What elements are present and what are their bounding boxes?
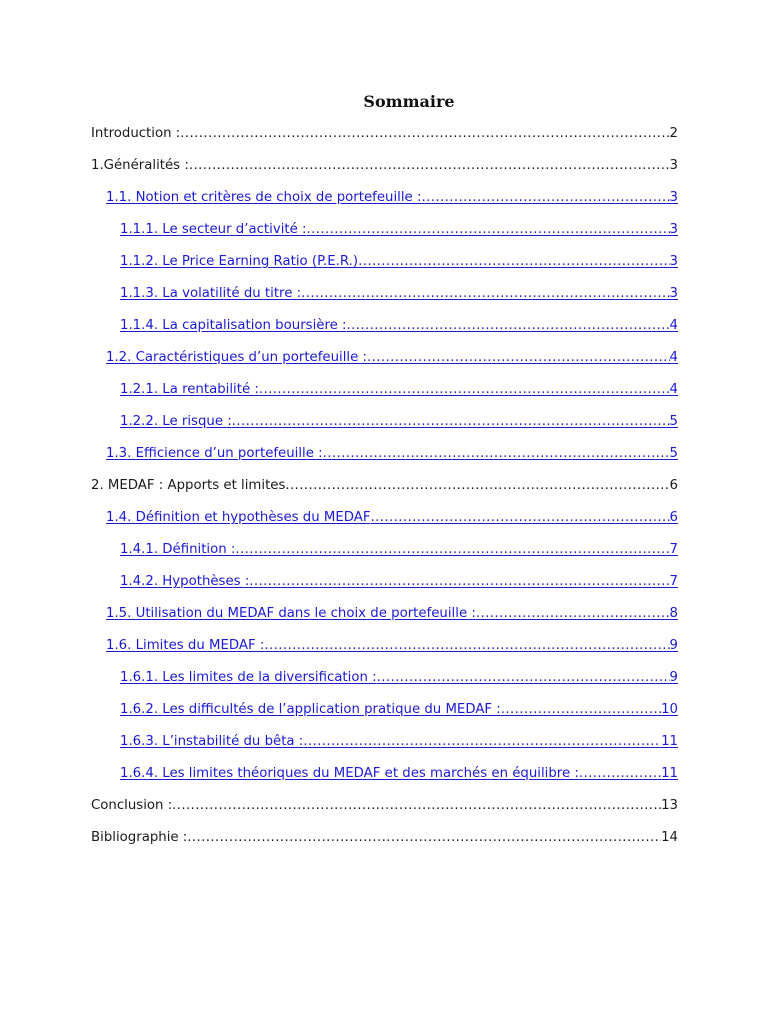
- toc-entry: [91, 124, 678, 144]
- toc-dot-leader: [501, 700, 661, 720]
- toc-dot-leader: [232, 412, 670, 432]
- toc-dot-leader: [347, 316, 670, 336]
- toc-entry[interactable]: [120, 380, 678, 400]
- toc-entry[interactable]: [106, 188, 678, 208]
- toc-page-number: 5: [669, 414, 678, 429]
- toc-entry-label: Introduction :: [91, 126, 181, 141]
- toc-entry-label: 1.6.4. Les limites théoriques du MEDAF et des marchés en équilibre :: [120, 766, 579, 781]
- toc-dot-leader: [307, 220, 670, 240]
- toc-entry-label: 1.4. Définition et hypothèses du MEDAF: [106, 510, 371, 525]
- toc-entry[interactable]: [106, 508, 678, 528]
- toc-entry[interactable]: [120, 540, 678, 560]
- toc-entry: [91, 828, 678, 848]
- toc-entry-label: Conclusion :: [91, 798, 173, 813]
- toc-dot-leader: [323, 444, 670, 464]
- toc-entry[interactable]: [120, 764, 678, 784]
- toc-entry-label: 1.1. Notion et critères de choix de portefeuille :: [106, 190, 422, 205]
- toc-page-number: 3: [669, 222, 678, 237]
- toc-dot-leader: [301, 284, 669, 304]
- toc-entry[interactable]: [120, 284, 678, 304]
- toc-entry-label: 1.1.1. Le secteur d’activité :: [120, 222, 307, 237]
- toc-entry[interactable]: [120, 668, 678, 688]
- toc-entry: [91, 796, 678, 816]
- toc-page-number: 2: [669, 126, 678, 141]
- toc-entry[interactable]: [120, 732, 678, 752]
- toc-page-number: 13: [661, 798, 678, 813]
- toc-page-number: 9: [669, 670, 678, 685]
- toc-entry-label: 1.6.3. L’instabilité du bêta :: [120, 734, 304, 749]
- toc-entry-label: 1.5. Utilisation du MEDAF dans le choix de portefeuille :: [106, 606, 476, 621]
- toc-dot-leader: [358, 252, 669, 272]
- toc-entry-label: 1.3. Efficience d’un portefeuille :: [106, 446, 323, 461]
- toc-dot-leader: [371, 508, 670, 528]
- toc-dot-leader: [264, 636, 669, 656]
- toc-entry[interactable]: [120, 220, 678, 240]
- toc-dot-leader: [377, 668, 670, 688]
- toc-dot-leader: [235, 540, 669, 560]
- toc-entry[interactable]: [120, 316, 678, 336]
- toc-entry[interactable]: [106, 636, 678, 656]
- page-title: Sommaire: [363, 92, 455, 111]
- toc-page-number: 9: [669, 638, 678, 653]
- toc-entry-label: 1.1.3. La volatilité du titre :: [120, 286, 302, 301]
- toc-entry[interactable]: [120, 252, 678, 272]
- toc-dot-leader: [172, 796, 661, 816]
- toc-entry[interactable]: [120, 572, 678, 592]
- toc-page-number: 7: [669, 542, 678, 557]
- toc-page-number: 3: [669, 190, 678, 205]
- toc-entry-label: 1.1.2. Le Price Earning Ratio (P.E.R.): [120, 254, 359, 269]
- toc-page-number: 5: [669, 446, 678, 461]
- toc-dot-leader: [421, 188, 669, 208]
- toc-page-number: 14: [661, 830, 678, 845]
- toc-page-number: 7: [669, 574, 678, 589]
- toc-dot-leader: [189, 156, 670, 176]
- toc-entry[interactable]: [106, 444, 678, 464]
- toc-entry[interactable]: [120, 412, 678, 432]
- toc-entry-label: 1.6. Limites du MEDAF :: [106, 638, 265, 653]
- toc-entry[interactable]: [106, 348, 678, 368]
- toc-dot-leader: [285, 476, 669, 496]
- toc-entry-label: 1.4.2. Hypothèses :: [120, 574, 250, 589]
- toc-entry-label: 1.6.1. Les limites de la diversification :: [120, 670, 377, 685]
- toc-page-number: 3: [669, 254, 678, 269]
- toc-entry[interactable]: [106, 604, 678, 624]
- toc-entry: [91, 476, 678, 496]
- toc-page-number: 3: [669, 286, 678, 301]
- toc-dot-leader: [476, 604, 670, 624]
- toc-entry[interactable]: [120, 700, 678, 720]
- toc-page-number: 4: [669, 318, 678, 333]
- toc-page-number: 3: [669, 158, 678, 173]
- toc-entry-label: 1.2.1. La rentabilité :: [120, 382, 259, 397]
- toc-dot-leader: [579, 764, 661, 784]
- toc-entry-label: 1.1.4. La capitalisation boursière :: [120, 318, 347, 333]
- toc-dot-leader: [187, 828, 661, 848]
- toc-page-number: 10: [661, 702, 678, 717]
- toc-entry-label: 1.4.1. Définition :: [120, 542, 236, 557]
- toc-page-number: 8: [669, 606, 678, 621]
- toc-entry: [91, 156, 678, 176]
- toc-entry-label: 1.6.2. Les difficultés de l’application pratique du MEDAF :: [120, 702, 501, 717]
- toc-entry-label: 2. MEDAF : Apports et limites: [91, 478, 286, 493]
- toc-dot-leader: [367, 348, 670, 368]
- toc-entry-label: Bibliographie :: [91, 830, 188, 845]
- toc-entry-label: 1.2.2. Le risque :: [120, 414, 232, 429]
- toc-entry-label: 1.2. Caractéristiques d’un portefeuille :: [106, 350, 367, 365]
- toc-page-number: 4: [669, 382, 678, 397]
- toc-page-number: 4: [669, 350, 678, 365]
- toc-entry-label: 1.Généralités :: [91, 158, 189, 173]
- toc-dot-leader: [249, 572, 669, 592]
- toc-dot-leader: [180, 124, 669, 144]
- toc-page-number: 6: [669, 510, 678, 525]
- toc-dot-leader: [303, 732, 661, 752]
- toc-page-number: 11: [661, 734, 678, 749]
- toc-dot-leader: [259, 380, 670, 400]
- toc-page-number: 11: [661, 766, 678, 781]
- toc-page-number: 6: [669, 478, 678, 493]
